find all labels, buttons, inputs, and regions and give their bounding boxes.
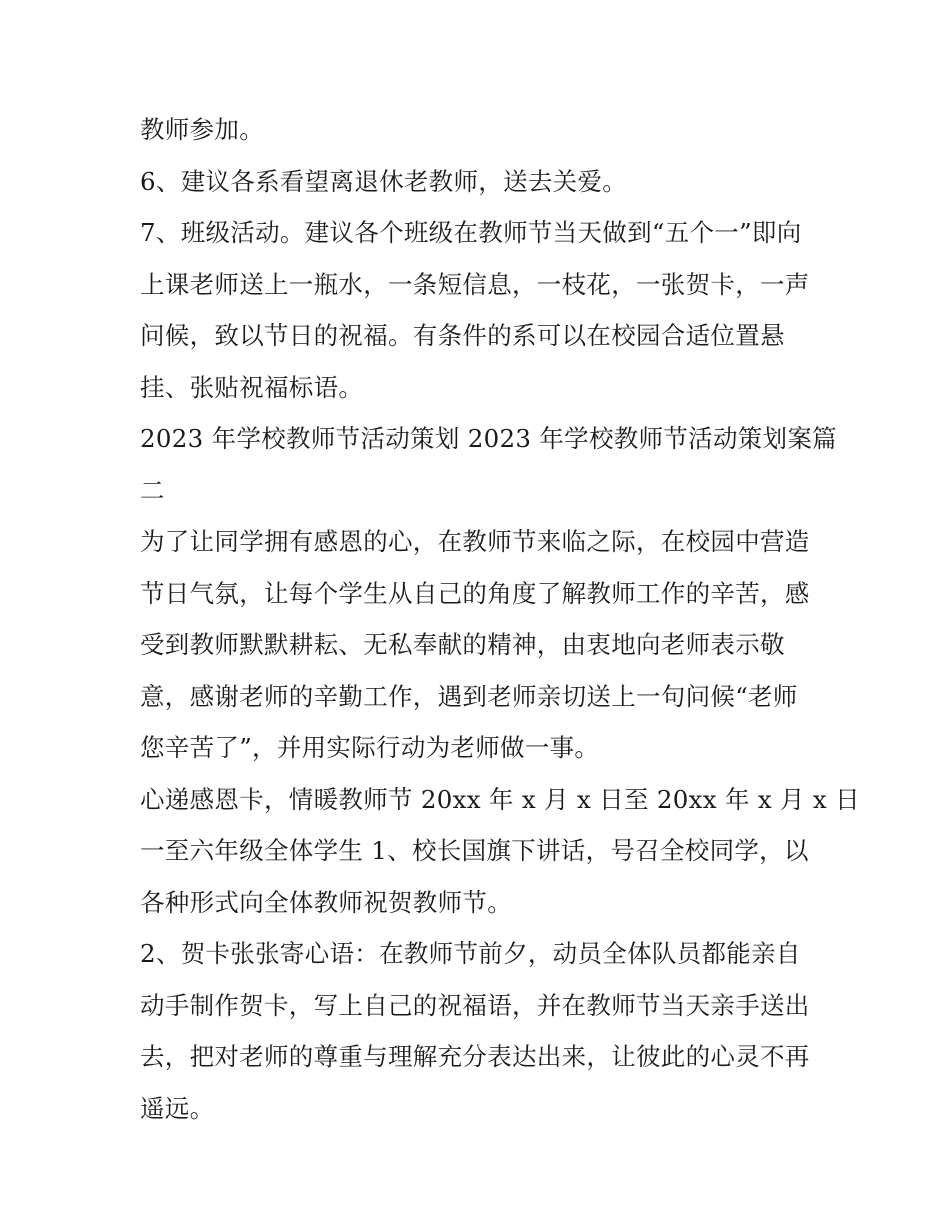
text-line: 挂、张贴祝福标语。: [140, 372, 364, 402]
text-line: 去，把对老师的尊重与理解充分表达出来，让彼此的心灵不再: [140, 1042, 810, 1071]
text-line: 教师参加。: [140, 115, 264, 144]
text-line: 一至六年级全体学生 1、校长国旗下讲话，号召全校同学，以: [140, 836, 809, 865]
text-line: 上课老师送上一瓶水，一条短信息，一枝花，一张贺卡，一声: [140, 269, 810, 299]
text-line: 意，感谢老师的辛勤工作，遇到老师亲切送上一句问候“老师: [140, 681, 798, 711]
text-line: 2、贺卡张张寄心语：在教师节前夕，动员全体队员都能亲自: [140, 939, 801, 968]
text-line: 遥远。: [140, 1093, 215, 1123]
text-line: 您辛苦了”，并用实际行动为老师做一事。: [140, 733, 600, 762]
section-heading-line: 2023 年学校教师节活动策划 2023 年学校教师节活动策划案篇: [140, 424, 837, 453]
text-line: 节日气氛，让每个学生从自己的角度了解教师工作的辛苦，感: [140, 578, 810, 608]
text-line: 各种形式向全体教师祝贺教师节。: [140, 887, 512, 917]
text-line: 心递感恩卡，情暖教师节 20xx 年 x 月 x 日至 20xx 年 x 月 x 日: [140, 784, 860, 814]
text-line: 问候，致以节日的祝福。有条件的系可以在校园合适位置悬: [140, 321, 785, 350]
text-line: 6、建议各系看望离退休老教师，送去关爱。: [140, 166, 628, 196]
document-body: [140, 104, 860, 1134]
text-line: 动手制作贺卡，写上自己的祝福语，并在教师节当天亲手送出: [140, 990, 810, 1020]
text-line: 受到教师默默耕耘、无私奉献的精神，由衷地向老师表示敬: [140, 630, 785, 659]
section-heading-line: 二: [140, 475, 165, 505]
text-line: 为了让同学拥有感恩的心，在教师节来临之际，在校园中营造: [140, 527, 810, 556]
text-line: 7、班级活动。建议各个班级在教师节当天做到“五个一”即向: [140, 218, 802, 247]
